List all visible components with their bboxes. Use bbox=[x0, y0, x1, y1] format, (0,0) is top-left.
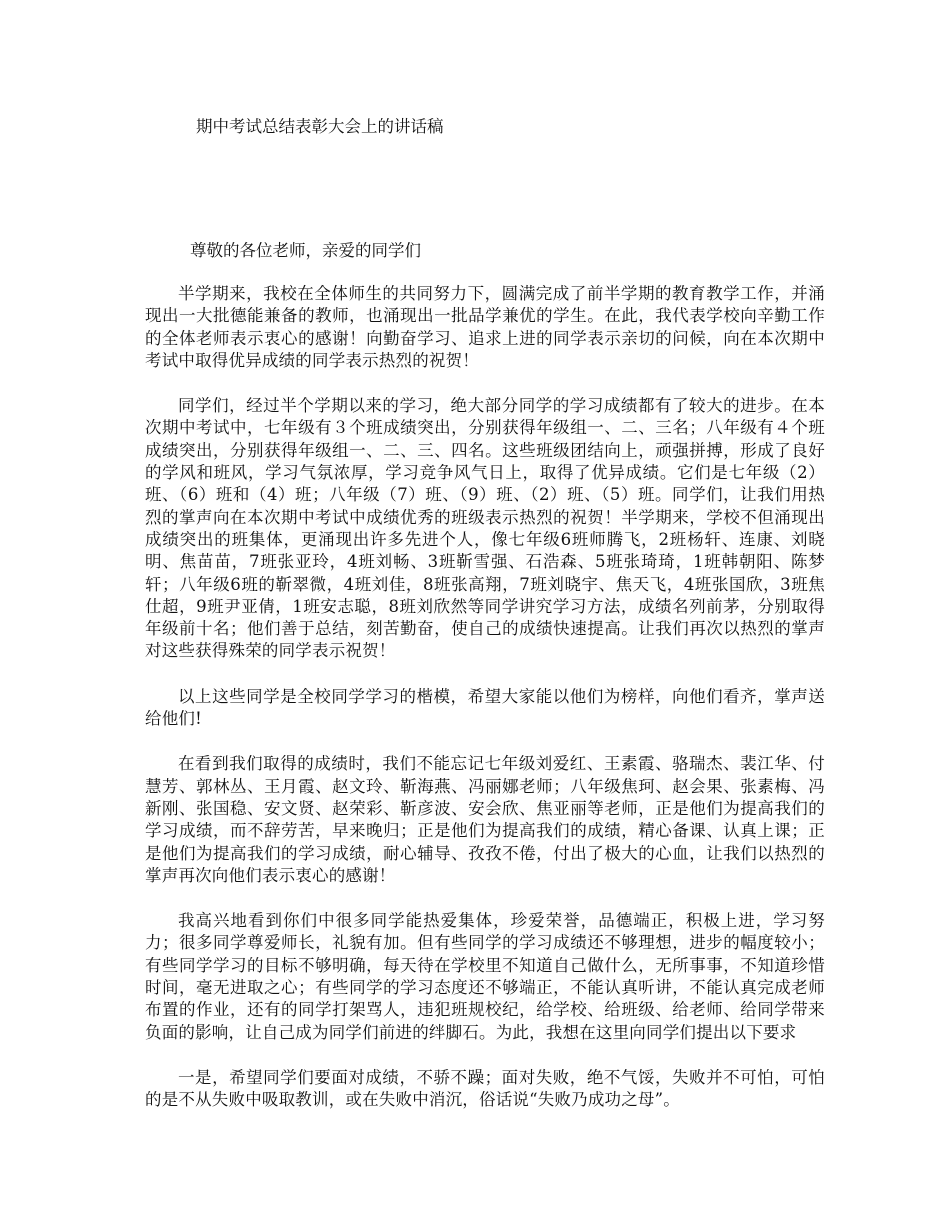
paragraph: 我高兴地看到你们中很多同学能热爱集体，珍爱荣誉，品德端正，积极上进，学习努力；很多同学尊爱师长，礼貌有加。但有些同学的学习成绩还不够理想，进步的幅度较小；有些同学学习的目标不够明确，每天待在学校里不知道自己做什么，无所事事，不知道珍惜时间，毫无进取之心；有些同学的学习态度还不够端正，不能认真听讲，不能认真完成老师布置的作业，还有的同学打架骂人，违犯班规校纪，给学校、给班级、给老师、给同学带来负面的影响，让自己成为同学们前进的绊脚石。为此，我想在这里向同学们提出以下要求 bbox=[145, 911, 825, 1042]
document-title: 期中考试总结表彰大会上的讲话稿 bbox=[196, 117, 444, 136]
paragraph: 一是，希望同学们要面对成绩，不骄不躁；面对失败，绝不气馁，失败并不可怕，可怕的是不从失败中吸取教训，或在失败中消沉，俗话说“失败乃成功之母”。 bbox=[145, 1067, 825, 1110]
speech-body bbox=[145, 283, 825, 1135]
paragraph: 在看到我们取得的成绩时，我们不能忘记七年级刘爱红、王素霞、骆瑞杰、裴江华、付慧芳、郭林丛、王月霞、赵文玲、靳海燕、冯丽娜老师；八年级焦珂、赵会果、张素梅、冯新刚、张国稳、安文贤、赵荣彩、靳彦波、安会欣、焦亚丽等老师，正是他们为提高我们的学习成绩，而不辞劳苦，早来晚归；正是他们为提高我们的成绩，精心备课、认真上课；正是他们为提高我们的学习成绩，耐心辅导、孜孜不倦，付出了极大的心血，让我们以热烈的掌声再次向他们表示衷心的感谢！ bbox=[145, 754, 825, 885]
paragraph: 以上这些同学是全校同学学习的楷模，希望大家能以他们为榜样，向他们看齐，掌声送给他们! bbox=[145, 686, 825, 729]
salutation: 尊敬的各位老师，亲爱的同学们 bbox=[190, 241, 421, 260]
paragraph: 同学们，经过半个学期以来的学习，绝大部分同学的学习成绩都有了较大的进步。在本次期中考试中，七年级有３个班成绩突出，分别获得年级组一、二、三名；八年级有４个班成绩突出，分别获得年级组一、二、三、四名。这些班级团结向上，顽强拼搏，形成了良好的学风和班风，学习气氛浓厚，学习竞争风气日上，取得了优异成绩。它们是七年级（2）班、（6）班和（4）班；八年级（7）班、（9）班、（2）班、（5）班。同学们，让我们用热烈的掌声向在本次期中考试中成绩优秀的班级表示热烈的祝贺！半学期来，学校不但涌现出成绩突出的班集体，更涌现出许多先进个人，像七年级6班师腾飞，2班杨轩、连康、刘晓明、焦苗苗，7班张亚玲，4班刘畅、3班靳雪强、石浩森、5班张琦琦，1班韩朝阳、陈梦轩；八年级6班的靳翠微，4班刘佳，8班张高翔，7班刘晓宇、焦天飞，4班张国欣，3班焦仕超，9班尹亚倩，1班安志聪，8班刘欣然等同学讲究学习方法，成绩名列前茅，分别取得年级前十名；他们善于总结，刻苦勤奋，使自己的成绩快速提高。让我们再次以热烈的掌声对这些获得殊荣的同学表示祝贺！ bbox=[145, 396, 825, 661]
paragraph: 半学期来，我校在全体师生的共同努力下，圆满完成了前半学期的教育教学工作，并涌现出一大批德能兼备的教师，也涌现出一批品学兼优的学生。在此，我代表学校向辛勤工作的全体老师表示衷心的感谢！向勤奋学习、追求上进的同学表示亲切的问候，向在本次期中考试中取得优异成绩的同学表示热烈的祝贺！ bbox=[145, 284, 825, 370]
